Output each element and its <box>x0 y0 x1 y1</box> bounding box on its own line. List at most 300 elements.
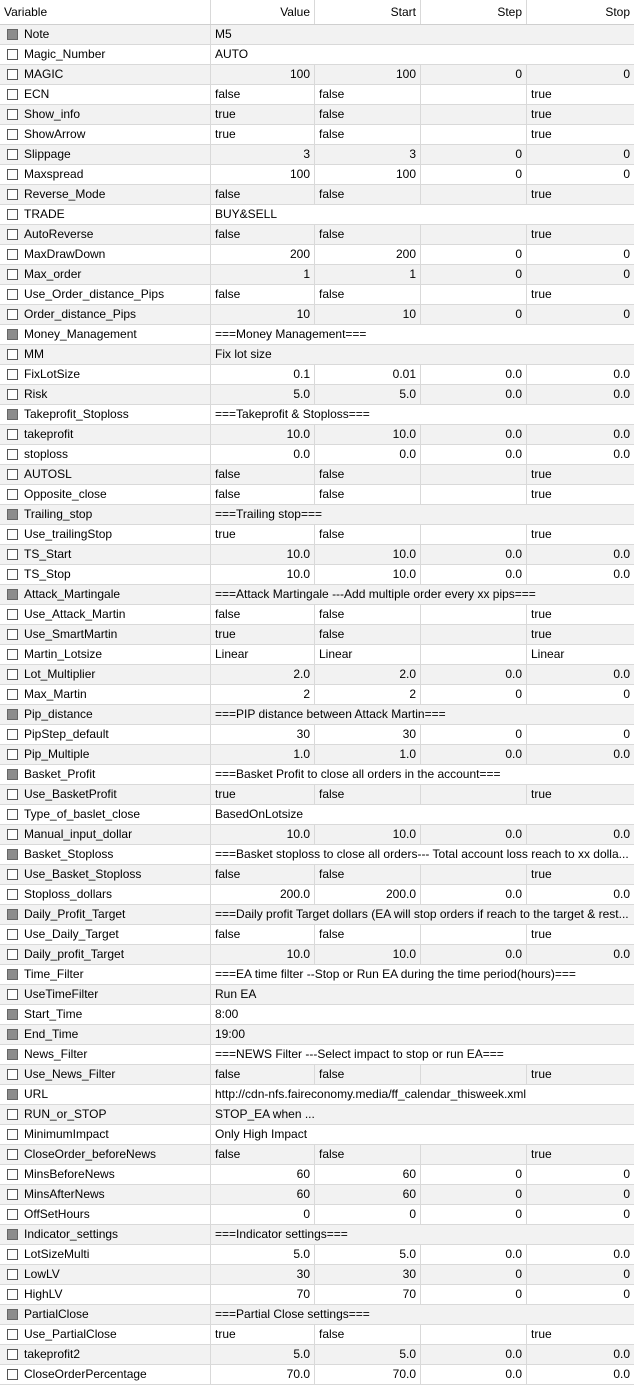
value-cell[interactable]: Fix lot size <box>215 347 272 361</box>
value-cell[interactable]: 1 <box>211 265 315 284</box>
variable-name: Martin_Lotsize <box>0 645 211 664</box>
value-cell[interactable]: ===Basket stoploss to close all orders--- Total account loss reach to xx dolla... <box>215 847 629 861</box>
stop-cell[interactable]: 0 <box>623 267 630 281</box>
step-cell[interactable]: 0.0 <box>421 385 527 404</box>
value-cell[interactable]: 30 <box>211 1265 315 1284</box>
value-cell[interactable]: ===PIP distance between Attack Martin=== <box>215 707 446 721</box>
table-row[interactable] <box>0 685 634 705</box>
start-cell[interactable]: 200.0 <box>315 885 421 904</box>
table-row[interactable] <box>0 885 634 905</box>
table-row[interactable] <box>0 45 634 65</box>
table-row[interactable] <box>0 365 634 385</box>
stop-cell[interactable]: 0.0 <box>613 887 630 901</box>
step-cell[interactable]: 0.0 <box>421 885 527 904</box>
table-row[interactable] <box>0 745 634 765</box>
value-cell[interactable]: 10.0 <box>211 425 315 444</box>
start-cell[interactable]: Linear <box>315 645 421 664</box>
stop-cell[interactable]: true <box>531 1147 552 1161</box>
stop-cell[interactable]: 0.0 <box>613 827 630 841</box>
value-cell[interactable]: false <box>211 1065 315 1084</box>
step-cell[interactable]: 0.0 <box>421 745 527 764</box>
table-row[interactable] <box>0 565 634 585</box>
stop-cell[interactable]: 0 <box>623 1207 630 1221</box>
step-cell[interactable]: 0 <box>421 725 527 744</box>
start-cell[interactable]: false <box>315 285 421 304</box>
variable-name: MinsAfterNews <box>0 1185 211 1204</box>
value-cell[interactable]: 30 <box>211 725 315 744</box>
step-cell[interactable]: 0 <box>421 265 527 284</box>
start-cell[interactable]: false <box>315 625 421 644</box>
step-cell[interactable]: 0 <box>421 1285 527 1304</box>
value-cell[interactable]: 5.0 <box>211 1345 315 1364</box>
start-cell[interactable]: 0 <box>315 1205 421 1224</box>
table-row[interactable] <box>0 965 634 985</box>
stop-cell[interactable]: 0 <box>623 307 630 321</box>
table-row[interactable] <box>0 185 634 205</box>
start-cell[interactable]: 100 <box>315 65 421 84</box>
step-cell[interactable] <box>421 485 527 504</box>
stop-cell[interactable]: 0.0 <box>613 387 630 401</box>
table-row[interactable] <box>0 605 634 625</box>
value-cell[interactable]: 0.0 <box>211 445 315 464</box>
table-row[interactable] <box>0 545 634 565</box>
step-cell[interactable] <box>421 625 527 644</box>
table-row[interactable] <box>0 405 634 425</box>
variable-name: Slippage <box>0 145 211 164</box>
value-cell[interactable]: 0 <box>211 1205 315 1224</box>
variable-name: Use_Daily_Target <box>0 925 211 944</box>
value-cell[interactable]: ===Trailing stop=== <box>215 507 322 521</box>
table-row[interactable] <box>0 705 634 725</box>
stop-cell[interactable]: 0.0 <box>613 427 630 441</box>
table-row[interactable] <box>0 525 634 545</box>
step-cell[interactable] <box>421 185 527 204</box>
stop-cell[interactable]: 0 <box>623 1187 630 1201</box>
variable-name: takeprofit2 <box>0 1345 211 1364</box>
step-cell[interactable]: 0 <box>421 1185 527 1204</box>
step-cell[interactable]: 0 <box>421 1165 527 1184</box>
value-cell[interactable]: false <box>211 605 315 624</box>
start-cell[interactable]: 200 <box>315 245 421 264</box>
variable-name: TS_Start <box>0 545 211 564</box>
table-row[interactable] <box>0 1245 634 1265</box>
table-row[interactable] <box>0 245 634 265</box>
table-row[interactable] <box>0 305 634 325</box>
stop-cell[interactable]: 0.0 <box>613 947 630 961</box>
variable-name: MinimumImpact <box>0 1125 211 1144</box>
start-cell[interactable]: 60 <box>315 1165 421 1184</box>
table-row[interactable] <box>0 925 634 945</box>
step-cell[interactable]: 0.0 <box>421 945 527 964</box>
step-cell[interactable]: 0 <box>421 245 527 264</box>
column-header-variable[interactable]: Variable <box>0 0 211 24</box>
step-cell[interactable] <box>421 1065 527 1084</box>
stop-cell[interactable]: true <box>531 107 552 121</box>
step-cell[interactable]: 0.0 <box>421 1345 527 1364</box>
start-cell[interactable]: false <box>315 225 421 244</box>
step-cell[interactable]: 0.0 <box>421 445 527 464</box>
table-row[interactable] <box>0 665 634 685</box>
variable-name: Lot_Multiplier <box>0 665 211 684</box>
table-row[interactable] <box>0 485 634 505</box>
value-cell[interactable]: ===Daily profit Target dollars (EA will stop orders if reach to the target & rest... <box>215 907 629 921</box>
table-row[interactable] <box>0 945 634 965</box>
table-row[interactable] <box>0 425 634 445</box>
value-cell[interactable]: 10 <box>211 305 315 324</box>
column-header-start[interactable]: Start <box>315 0 421 24</box>
table-row[interactable] <box>0 645 634 665</box>
step-cell[interactable]: 0.0 <box>421 565 527 584</box>
value-cell[interactable]: ===Partial Close settings=== <box>215 1307 370 1321</box>
value-cell[interactable]: false <box>211 925 315 944</box>
start-cell[interactable]: false <box>315 865 421 884</box>
start-cell[interactable]: 2 <box>315 685 421 704</box>
step-cell[interactable] <box>421 525 527 544</box>
value-cell[interactable]: true <box>211 785 315 804</box>
table-row[interactable] <box>0 225 634 245</box>
value-cell[interactable]: false <box>211 225 315 244</box>
table-row[interactable] <box>0 85 634 105</box>
value-cell[interactable]: false <box>211 465 315 484</box>
value-cell[interactable]: STOP_EA when ... <box>215 1107 315 1121</box>
value-cell[interactable]: 0.1 <box>211 365 315 384</box>
stop-cell[interactable]: true <box>531 227 552 241</box>
start-cell[interactable]: false <box>315 1325 421 1344</box>
stop-cell[interactable]: 0 <box>623 1167 630 1181</box>
start-cell[interactable]: 1 <box>315 265 421 284</box>
step-cell[interactable] <box>421 1145 527 1164</box>
variable-name: Basket_Stoploss <box>0 845 211 864</box>
start-cell[interactable]: false <box>315 925 421 944</box>
step-cell[interactable] <box>421 1325 527 1344</box>
start-cell[interactable]: 5.0 <box>315 1245 421 1264</box>
start-cell[interactable]: 30 <box>315 725 421 744</box>
start-cell[interactable]: 30 <box>315 1265 421 1284</box>
start-cell[interactable]: false <box>315 1065 421 1084</box>
value-cell[interactable]: Only High Impact <box>215 1127 308 1141</box>
start-cell[interactable]: 10.0 <box>315 945 421 964</box>
start-cell[interactable]: false <box>315 105 421 124</box>
stop-cell[interactable]: true <box>531 867 552 881</box>
step-cell[interactable]: 0.0 <box>421 365 527 384</box>
stop-cell[interactable]: true <box>531 287 552 301</box>
value-cell[interactable]: ===Money Management=== <box>215 327 367 341</box>
start-cell[interactable]: 100 <box>315 165 421 184</box>
stop-cell[interactable]: 0 <box>623 1267 630 1281</box>
start-cell[interactable]: 5.0 <box>315 1345 421 1364</box>
table-row[interactable] <box>0 1285 634 1305</box>
variable-name: Money_Management <box>0 325 211 344</box>
variable-name: ShowArrow <box>0 125 211 144</box>
table-row[interactable] <box>0 1065 634 1085</box>
value-cell[interactable]: ===NEWS Filter ---Select impact to stop or run EA=== <box>215 1047 504 1061</box>
value-cell[interactable]: true <box>211 525 315 544</box>
stop-cell[interactable]: 0 <box>623 727 630 741</box>
stop-cell[interactable]: true <box>531 607 552 621</box>
start-cell[interactable]: 0.0 <box>315 445 421 464</box>
value-cell[interactable]: 19:00 <box>215 1027 246 1041</box>
start-cell[interactable]: false <box>315 185 421 204</box>
table-row[interactable] <box>0 1225 634 1245</box>
step-cell[interactable]: 0.0 <box>421 665 527 684</box>
table-row[interactable] <box>0 465 634 485</box>
column-header-stop[interactable]: Stop <box>605 5 630 19</box>
start-cell[interactable]: 10 <box>315 305 421 324</box>
table-row[interactable] <box>0 865 634 885</box>
value-cell[interactable]: 5.0 <box>211 385 315 404</box>
stop-cell[interactable]: true <box>531 1067 552 1081</box>
value-cell[interactable]: ===Basket Profit to close all orders in the account=== <box>215 767 501 781</box>
value-cell[interactable]: 2 <box>211 685 315 704</box>
stop-cell[interactable]: true <box>531 927 552 941</box>
step-cell[interactable] <box>421 105 527 124</box>
step-cell[interactable] <box>421 605 527 624</box>
step-cell[interactable] <box>421 85 527 104</box>
value-cell[interactable]: BasedOnLotsize <box>215 807 304 821</box>
stop-cell[interactable]: true <box>531 487 552 501</box>
table-row[interactable] <box>0 105 634 125</box>
variable-name: Maxspread <box>0 165 211 184</box>
table-row[interactable] <box>0 1145 634 1165</box>
table-row[interactable] <box>0 25 634 45</box>
value-cell[interactable]: Linear <box>211 645 315 664</box>
table-row[interactable] <box>0 325 634 345</box>
start-cell[interactable]: 0.01 <box>315 365 421 384</box>
table-row[interactable] <box>0 65 634 85</box>
stop-cell[interactable]: true <box>531 787 552 801</box>
table-row[interactable] <box>0 1005 634 1025</box>
stop-cell[interactable]: 0.0 <box>613 1247 630 1261</box>
table-row[interactable] <box>0 285 634 305</box>
stop-cell[interactable]: 0 <box>623 67 630 81</box>
table-row[interactable] <box>0 445 634 465</box>
table-row[interactable] <box>0 805 634 825</box>
step-cell[interactable]: 0 <box>421 685 527 704</box>
table-row[interactable] <box>0 1185 634 1205</box>
start-cell[interactable]: 60 <box>315 1185 421 1204</box>
step-cell[interactable] <box>421 285 527 304</box>
value-cell[interactable]: true <box>211 625 315 644</box>
value-cell[interactable]: false <box>211 185 315 204</box>
value-cell[interactable]: 10.0 <box>211 545 315 564</box>
step-cell[interactable]: 0.0 <box>421 1365 527 1384</box>
step-cell[interactable]: 0 <box>421 145 527 164</box>
start-cell[interactable]: false <box>315 125 421 144</box>
stop-cell[interactable]: 0.0 <box>613 547 630 561</box>
step-cell[interactable] <box>421 925 527 944</box>
step-cell[interactable]: 0 <box>421 165 527 184</box>
value-cell[interactable]: http://cdn-nfs.faireconomy.media/ff_calendar_thisweek.xml <box>215 1087 527 1101</box>
stop-cell[interactable]: 0.0 <box>613 447 630 461</box>
variable-name: Use_Order_distance_Pips <box>0 285 211 304</box>
value-cell[interactable]: ===EA time filter --Stop or Run EA during the time period(hours)=== <box>215 967 576 981</box>
value-cell[interactable]: 10.0 <box>211 565 315 584</box>
start-cell[interactable]: 1.0 <box>315 745 421 764</box>
start-cell[interactable]: 10.0 <box>315 565 421 584</box>
value-cell[interactable]: true <box>211 105 315 124</box>
value-cell[interactable]: 10.0 <box>211 825 315 844</box>
table-row[interactable] <box>0 725 634 745</box>
stop-cell[interactable]: true <box>531 627 552 641</box>
table-row[interactable] <box>0 985 634 1005</box>
start-cell[interactable]: 10.0 <box>315 425 421 444</box>
variable-name: Use_Basket_Stoploss <box>0 865 211 884</box>
variable-name: Indicator_settings <box>0 1225 211 1244</box>
step-cell[interactable]: 0.0 <box>421 825 527 844</box>
stop-cell[interactable]: true <box>531 127 552 141</box>
table-row[interactable] <box>0 385 634 405</box>
start-cell[interactable]: false <box>315 525 421 544</box>
stop-cell[interactable]: 0.0 <box>613 1367 630 1381</box>
value-cell[interactable]: 60 <box>211 1185 315 1204</box>
stop-cell[interactable]: 0.0 <box>613 747 630 761</box>
stop-cell[interactable]: 0 <box>623 247 630 261</box>
start-cell[interactable]: false <box>315 785 421 804</box>
start-cell[interactable]: 10.0 <box>315 825 421 844</box>
stop-cell[interactable]: true <box>531 1327 552 1341</box>
table-row[interactable] <box>0 165 634 185</box>
table-row[interactable] <box>0 1165 634 1185</box>
step-cell[interactable]: 0 <box>421 1205 527 1224</box>
stop-cell[interactable]: Linear <box>531 647 565 661</box>
start-cell[interactable]: false <box>315 465 421 484</box>
variable-name: UseTimeFilter <box>0 985 211 1004</box>
value-cell[interactable]: Run EA <box>215 987 257 1001</box>
variable-name: Stoploss_dollars <box>0 885 211 904</box>
value-cell[interactable]: false <box>211 485 315 504</box>
table-row[interactable] <box>0 1025 634 1045</box>
variable-name: Use_trailingStop <box>0 525 211 544</box>
step-cell[interactable] <box>421 225 527 244</box>
table-row[interactable] <box>0 505 634 525</box>
variable-name: takeprofit <box>0 425 211 444</box>
start-cell[interactable]: 70 <box>315 1285 421 1304</box>
step-cell[interactable]: 0 <box>421 305 527 324</box>
start-cell[interactable]: 2.0 <box>315 665 421 684</box>
table-row[interactable] <box>0 1265 634 1285</box>
table-row[interactable] <box>0 205 634 225</box>
table-row[interactable] <box>0 825 634 845</box>
value-cell[interactable]: ===Indicator settings=== <box>215 1227 348 1241</box>
table-row[interactable] <box>0 1045 634 1065</box>
value-cell[interactable]: 10.0 <box>211 945 315 964</box>
value-cell[interactable]: 2.0 <box>211 665 315 684</box>
column-header-step[interactable]: Step <box>421 0 527 24</box>
stop-cell[interactable]: true <box>531 527 552 541</box>
table-row[interactable] <box>0 845 634 865</box>
step-cell[interactable]: 0 <box>421 1265 527 1284</box>
table-row[interactable] <box>0 1085 634 1105</box>
value-cell[interactable]: ===Takeprofit & Stoploss=== <box>215 407 370 421</box>
value-cell[interactable]: 70.0 <box>211 1365 315 1384</box>
step-cell[interactable]: 0.0 <box>421 1245 527 1264</box>
step-cell[interactable]: 0.0 <box>421 425 527 444</box>
table-row[interactable] <box>0 1105 634 1125</box>
value-cell[interactable]: 70 <box>211 1285 315 1304</box>
step-cell[interactable]: 0 <box>421 65 527 84</box>
start-cell[interactable]: 3 <box>315 145 421 164</box>
start-cell[interactable]: 70.0 <box>315 1365 421 1384</box>
stop-cell[interactable]: 0 <box>623 1287 630 1301</box>
value-cell[interactable]: 5.0 <box>211 1245 315 1264</box>
step-cell[interactable] <box>421 865 527 884</box>
step-cell[interactable] <box>421 785 527 804</box>
table-row[interactable] <box>0 1365 634 1385</box>
table-row[interactable] <box>0 1325 634 1345</box>
stop-cell[interactable]: true <box>531 187 552 201</box>
step-cell[interactable]: 0.0 <box>421 545 527 564</box>
stop-cell[interactable]: 0 <box>623 147 630 161</box>
variable-name: Use_BasketProfit <box>0 785 211 804</box>
step-cell[interactable] <box>421 465 527 484</box>
column-header-value[interactable]: Value <box>211 0 315 24</box>
stop-cell[interactable]: 0 <box>623 167 630 181</box>
value-cell[interactable]: 8:00 <box>215 1007 239 1021</box>
value-cell[interactable]: 60 <box>211 1165 315 1184</box>
table-row[interactable] <box>0 145 634 165</box>
value-cell[interactable]: 3 <box>211 145 315 164</box>
stop-cell[interactable]: true <box>531 467 552 481</box>
variable-name: Daily_profit_Target <box>0 945 211 964</box>
table-row[interactable] <box>0 125 634 145</box>
table-row[interactable] <box>0 1345 634 1365</box>
value-cell[interactable]: true <box>211 125 315 144</box>
table-row[interactable] <box>0 625 634 645</box>
start-cell[interactable]: false <box>315 1145 421 1164</box>
table-row[interactable] <box>0 585 634 605</box>
table-row[interactable] <box>0 1125 634 1145</box>
stop-cell[interactable]: true <box>531 87 552 101</box>
value-cell[interactable]: 200.0 <box>211 885 315 904</box>
table-row[interactable] <box>0 265 634 285</box>
value-cell[interactable]: true <box>211 1325 315 1344</box>
start-cell[interactable]: false <box>315 85 421 104</box>
value-cell[interactable]: 100 <box>211 65 315 84</box>
table-row[interactable] <box>0 905 634 925</box>
value-cell[interactable]: ===Attack Martingale ---Add multiple order every xx pips=== <box>215 587 536 601</box>
stop-cell[interactable]: 0 <box>623 687 630 701</box>
table-row[interactable] <box>0 765 634 785</box>
step-cell[interactable] <box>421 125 527 144</box>
value-cell[interactable]: 100 <box>211 165 315 184</box>
start-cell[interactable]: false <box>315 605 421 624</box>
value-cell[interactable]: false <box>211 1145 315 1164</box>
table-row[interactable] <box>0 345 634 365</box>
table-row[interactable] <box>0 785 634 805</box>
value-cell[interactable]: BUY&SELL <box>215 207 278 221</box>
variable-name: TRADE <box>0 205 211 224</box>
value-cell[interactable]: M5 <box>215 27 232 41</box>
value-cell[interactable]: false <box>211 285 315 304</box>
table-row[interactable] <box>0 1205 634 1225</box>
value-cell[interactable]: false <box>211 85 315 104</box>
value-cell[interactable]: AUTO <box>215 47 249 61</box>
start-cell[interactable]: false <box>315 485 421 504</box>
value-cell[interactable]: 200 <box>211 245 315 264</box>
variable-name: AUTOSL <box>0 465 211 484</box>
stop-cell[interactable]: 0.0 <box>613 367 630 381</box>
table-row[interactable] <box>0 1305 634 1325</box>
start-cell[interactable]: 10.0 <box>315 545 421 564</box>
start-cell[interactable]: 5.0 <box>315 385 421 404</box>
value-cell[interactable]: false <box>211 865 315 884</box>
stop-cell[interactable]: 0.0 <box>613 567 630 581</box>
step-cell[interactable] <box>421 645 527 664</box>
stop-cell[interactable]: 0.0 <box>613 667 630 681</box>
variable-name: MinsBeforeNews <box>0 1165 211 1184</box>
stop-cell[interactable]: 0.0 <box>613 1347 630 1361</box>
value-cell[interactable]: 1.0 <box>211 745 315 764</box>
